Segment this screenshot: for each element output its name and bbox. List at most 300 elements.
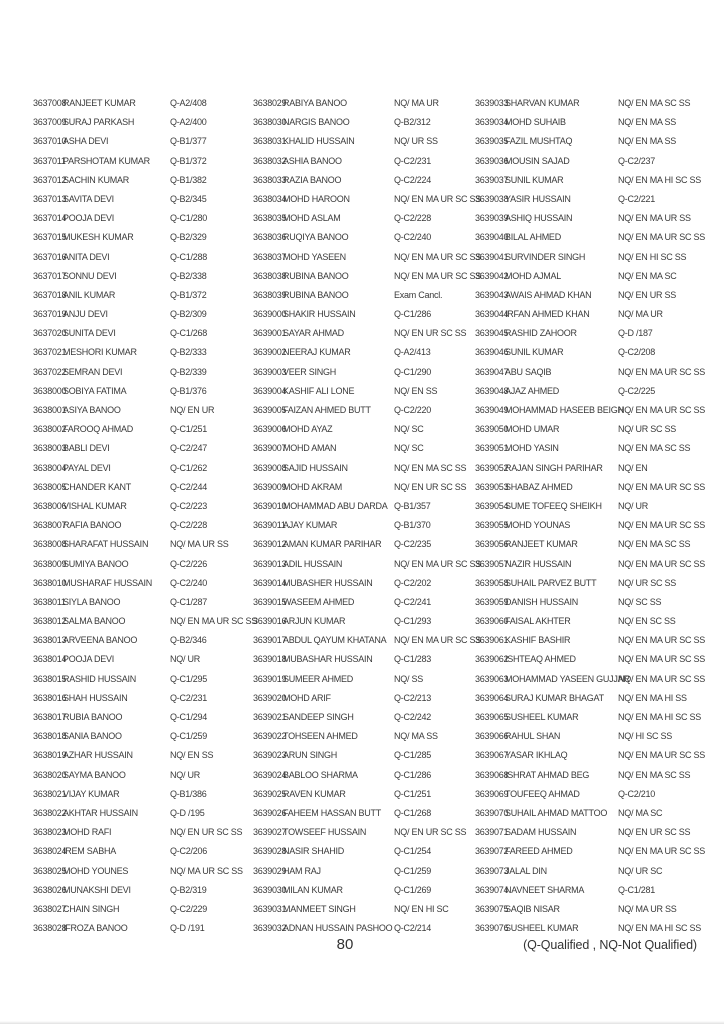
candidate-name: RANJEET KUMAR (63, 98, 136, 108)
roll-number: 3638020 (33, 769, 67, 780)
result-row (33, 192, 241, 211)
qualification-result: NQ/ EN MA UR SC SS (394, 635, 482, 646)
qualification-result: Q-C1/268 (394, 807, 432, 818)
candidate-name: VEER SINGH (283, 366, 337, 377)
result-row (253, 173, 463, 192)
result-row (253, 326, 467, 345)
roll-number: 3637015 (33, 232, 67, 243)
candidate-name: SUME TOFEEQ SHEIKH (505, 500, 602, 511)
candidate-name: RUBIA BANOO (63, 712, 123, 722)
result-row (475, 902, 697, 921)
result-row (33, 288, 241, 307)
candidate-name: ANITA DEVI (63, 251, 110, 262)
roll-number: 3638019 (33, 750, 67, 761)
roll-number: 3639021 (253, 712, 287, 722)
qualification-result: Q-C2/214 (394, 923, 432, 934)
result-row (253, 211, 463, 230)
result-row (253, 537, 463, 556)
qualification-result: Q-B1/372 (170, 289, 207, 300)
result-row (475, 269, 697, 288)
roll-number: 3637020 (33, 328, 67, 339)
roll-number: 3639022 (253, 731, 287, 742)
qualification-result: NQ/ MA UR (618, 309, 663, 320)
qualification-result: NQ/ SC SS (618, 596, 662, 607)
qualification-result: NQ/ EN MA SC SS (618, 98, 691, 108)
candidate-name: MOHD HAROON (283, 193, 350, 204)
roll-number: 3637011 (33, 155, 66, 166)
qualification-result: Q-C2/240 (394, 232, 432, 243)
roll-number: 3638037 (253, 251, 287, 262)
qualification-result: NQ/ UR SC (618, 865, 663, 876)
qualification-result: Q-B2/329 (170, 232, 207, 243)
qualification-result: NQ/ MA UR SS (618, 903, 677, 914)
candidate-name: FAHEEM HASSAN BUTT (283, 807, 382, 818)
result-row (33, 557, 241, 576)
qualification-result: NQ/ EN MA UR SC SS (394, 558, 482, 569)
result-row (475, 883, 697, 902)
roll-number: 3638007 (33, 520, 67, 531)
roll-number: 3637022 (33, 366, 67, 377)
result-row (33, 403, 241, 422)
roll-number: 3638025 (33, 865, 67, 876)
candidate-name: YASIR HUSSAIN (505, 193, 571, 204)
candidate-name: TOUFEEQ AHMAD (505, 788, 580, 799)
result-row (33, 269, 241, 288)
roll-number: 3639076 (475, 923, 509, 934)
qualification-result: Q-C2/247 (170, 443, 208, 454)
result-row (253, 806, 463, 825)
candidate-name: SALMA BANOO (63, 616, 126, 627)
candidate-name: SHARAFAT HUSSAIN (63, 539, 149, 550)
result-row (475, 250, 697, 269)
candidate-name: ASIYA BANOO (63, 405, 121, 415)
result-row (253, 768, 463, 787)
result-row (253, 633, 482, 652)
candidate-name: SUSHEEL KUMAR (505, 923, 579, 934)
candidate-name: ISHTEAQ AHMED (505, 654, 576, 665)
roll-number: 3639002 (253, 347, 287, 358)
result-row (475, 518, 706, 537)
candidate-name: KASHIF ALI LONE (283, 385, 355, 396)
candidate-name: NARGIS BANOO (283, 117, 350, 128)
candidate-name: SUNIL KUMAR (505, 347, 564, 358)
candidate-name: SONNU DEVI (63, 270, 117, 281)
result-row (253, 595, 463, 614)
qualification-result: Q-C1/254 (394, 846, 432, 857)
result-row (253, 499, 463, 518)
candidate-name: ABU SAQIB (505, 366, 552, 377)
roll-number: 3639061 (475, 635, 509, 646)
roll-number: 3639059 (475, 596, 509, 607)
candidate-name: KHALID HUSSAIN (283, 136, 355, 147)
roll-number: 3638038 (253, 270, 287, 281)
candidate-name: HAM RAJ (283, 865, 321, 876)
result-row (253, 748, 463, 767)
candidate-name: ASHIA BANOO (283, 155, 342, 166)
qualification-result: NQ/ EN SS (394, 385, 438, 396)
result-row (253, 192, 482, 211)
qualification-result: NQ/ EN MA UR SC SS (394, 193, 482, 204)
candidate-name: SAVITA DEVI (63, 193, 114, 204)
qualification-result: Q-C2/226 (170, 558, 208, 569)
result-row (253, 345, 463, 364)
roll-number: 3638030 (253, 117, 287, 128)
qualification-result: NQ/ EN HI SC (394, 903, 449, 914)
candidate-name: SOBIYA FATIMA (63, 385, 127, 396)
result-row (33, 576, 241, 595)
qualification-result: Q-B1/377 (170, 136, 207, 147)
qualification-result: Q-C1/290 (394, 366, 432, 377)
result-row (253, 557, 482, 576)
roll-number: 3639053 (475, 481, 509, 492)
roll-number: 3639058 (475, 577, 509, 588)
qualification-result: Q-C1/287 (170, 596, 208, 607)
result-row (475, 595, 697, 614)
qualification-result: NQ/ EN MA UR SC SS (618, 366, 706, 377)
roll-number: 3639074 (475, 884, 509, 895)
roll-number: 3639046 (475, 347, 509, 358)
qualification-result: Q-C1/268 (170, 328, 208, 339)
roll-number: 3638010 (33, 577, 67, 588)
qualification-result: NQ/ EN UR SC SS (394, 328, 467, 339)
roll-number: 3639041 (475, 251, 509, 262)
roll-number: 3639069 (475, 788, 509, 799)
result-row (253, 844, 463, 863)
result-row (475, 384, 697, 403)
result-row (253, 518, 463, 537)
result-row (253, 729, 463, 748)
candidate-name: MOHD AMAN (283, 443, 337, 454)
qualification-result: Q-C2/223 (170, 500, 208, 511)
result-row (33, 96, 241, 115)
qualification-result: Q-D /187 (618, 328, 653, 339)
qualification-result: Q-B2/333 (170, 347, 207, 358)
candidate-name: VISHAL KUMAR (63, 500, 127, 511)
candidate-name: SANDEEP SINGH (283, 712, 354, 722)
roll-number: 3639043 (475, 289, 509, 300)
result-row (475, 134, 697, 153)
candidate-name: RUQIYA BANOO (283, 232, 349, 243)
qualification-result: Q-C2/237 (618, 155, 656, 166)
roll-number: 3639020 (253, 692, 287, 703)
qualification-result: Q-C2/221 (618, 193, 656, 204)
result-row (33, 864, 241, 883)
candidate-name: FAZIL MUSHTAQ (505, 136, 573, 147)
roll-number: 3638001 (33, 405, 67, 415)
qualification-result: Q-C1/286 (394, 309, 432, 320)
qualification-result: NQ/ EN MA UR SC SS (618, 635, 706, 646)
result-row (253, 825, 467, 844)
roll-number: 3638029 (253, 98, 287, 108)
candidate-name: MOUSIN SAJAD (505, 155, 570, 166)
roll-number: 3639018 (253, 654, 287, 665)
candidate-name: FAIZAN AHMED BUTT (283, 405, 371, 415)
result-row (253, 96, 463, 115)
candidate-name: MOHD AKRAM (283, 481, 343, 492)
roll-number: 3638009 (33, 558, 67, 569)
qualification-result: NQ/ EN UR SC SS (394, 827, 467, 838)
roll-number: 3639050 (475, 424, 509, 435)
result-row (253, 441, 463, 460)
candidate-name: MOHD AYAZ (283, 424, 333, 435)
candidate-name: SUHAIL PARVEZ BUTT (505, 577, 597, 588)
candidate-name: CHANDER KANT (63, 481, 132, 492)
candidate-name: MOHAMMAD HASEEB BEIGH (505, 405, 624, 415)
result-row (475, 633, 706, 652)
roll-number: 3638028 (33, 923, 67, 934)
roll-number: 3637008 (33, 98, 67, 108)
roll-number: 3639037 (475, 174, 509, 185)
roll-number: 3639047 (475, 366, 509, 377)
qualification-result: NQ/ EN MA UR SC SS (618, 673, 706, 684)
result-row (33, 230, 241, 249)
result-row (33, 614, 258, 633)
qualification-result: NQ/ SS (394, 673, 424, 684)
result-row (253, 250, 482, 269)
result-row (475, 691, 697, 710)
roll-number: 3637017 (33, 270, 67, 281)
qualification-legend: (Q-Qualified , NQ-Not Qualified) (523, 938, 697, 952)
roll-number: 3639012 (253, 539, 287, 550)
roll-number: 3638011 (33, 596, 66, 607)
candidate-name: ANIL KUMAR (63, 289, 116, 300)
roll-number: 3638015 (33, 673, 67, 684)
qualification-result: Q-B1/370 (394, 520, 431, 531)
roll-number: 3639065 (475, 712, 509, 722)
qualification-result: NQ/ EN MA UR SC SS (618, 654, 706, 665)
candidate-name: MUBASHER HUSSAIN (283, 577, 373, 588)
result-row (253, 480, 467, 499)
qualification-result: Q-A2/413 (394, 347, 431, 358)
result-row (475, 729, 697, 748)
roll-number: 3638005 (33, 481, 67, 492)
candidate-name: MOHD RAFI (63, 827, 112, 838)
roll-number: 3639036 (475, 155, 509, 166)
candidate-name: SADAM HUSSAIN (505, 827, 577, 838)
candidate-name: RASHID ZAHOOR (505, 328, 577, 339)
result-row (33, 345, 241, 364)
roll-number: 3639015 (253, 596, 287, 607)
roll-number: 3639003 (253, 366, 287, 377)
result-row (475, 115, 697, 134)
roll-number: 3638003 (33, 443, 67, 454)
candidate-name: RAHUL SHAN (505, 731, 561, 742)
roll-number: 3637013 (33, 193, 67, 204)
result-row (33, 595, 241, 614)
qualification-result: NQ/ EN UR SS (618, 289, 677, 300)
qualification-result: NQ/ EN MA UR SC SS (618, 846, 706, 857)
candidate-name: ADNAN HUSSAIN PASHOO (283, 923, 393, 934)
qualification-result: NQ/ EN MA UR SC SS (618, 750, 706, 761)
result-row (475, 576, 697, 595)
candidate-name: FAREED AHMED (505, 846, 573, 857)
qualification-result: NQ/ EN UR SC SS (618, 827, 691, 838)
qualification-result: Q-C1/286 (394, 769, 432, 780)
result-row (33, 422, 241, 441)
candidate-name: PAYAL DEVI (63, 462, 111, 473)
qualification-result: Q-C2/220 (394, 405, 432, 415)
qualification-result: NQ/ UR SS (394, 136, 438, 147)
result-row (253, 134, 463, 153)
candidate-name: SHABAZ AHMED (505, 481, 573, 492)
result-row (475, 768, 697, 787)
roll-number: 3638004 (33, 462, 67, 473)
qualification-result: Q-C1/259 (394, 865, 432, 876)
candidate-name: SUHAIL AHMAD MATTOO (505, 807, 608, 818)
qualification-result: Q-C1/293 (394, 616, 432, 627)
roll-number: 3639068 (475, 769, 509, 780)
result-row (253, 154, 463, 173)
candidate-name: SUMEER AHMED (283, 673, 354, 684)
candidate-name: CHAIN SINGH (63, 903, 120, 914)
result-row (475, 825, 697, 844)
roll-number: 3638039 (253, 289, 287, 300)
qualification-result: Q-C2/213 (394, 692, 432, 703)
roll-number: 3638032 (253, 155, 287, 166)
result-row (33, 250, 241, 269)
result-row (253, 269, 482, 288)
result-row (475, 345, 697, 364)
roll-number: 3639023 (253, 750, 287, 761)
result-row (253, 576, 463, 595)
candidate-name: NEERAJ KUMAR (283, 347, 351, 358)
result-row (475, 211, 697, 230)
result-row (33, 326, 241, 345)
roll-number: 3639009 (253, 481, 287, 492)
result-row (253, 403, 463, 422)
qualification-result: NQ/ EN MA UR SC SS (394, 270, 482, 281)
qualification-result: Q-C2/228 (170, 520, 208, 531)
roll-number: 3639039 (475, 213, 509, 224)
result-row (33, 307, 241, 326)
qualification-result: NQ/ EN MA SC SS (618, 769, 691, 780)
result-row (33, 211, 241, 230)
qualification-result: NQ/ EN MA SC SS (618, 443, 691, 454)
qualification-result: NQ/ EN SC SS (618, 616, 676, 627)
result-row (253, 230, 463, 249)
roll-number: 3638031 (253, 136, 287, 147)
qualification-result: Q-A2/408 (170, 98, 207, 108)
roll-number: 3639070 (475, 807, 509, 818)
qualification-result: Q-B1/382 (170, 174, 207, 185)
roll-number: 3639067 (475, 750, 509, 761)
qualification-result: Q-D /191 (170, 923, 205, 934)
qualification-result: Q-B2/339 (170, 366, 207, 377)
candidate-name: ASHA DEVI (63, 136, 109, 147)
candidate-name: BABLOO SHARMA (283, 769, 358, 780)
candidate-name: POOJA DEVI (63, 213, 115, 224)
result-row (253, 461, 467, 480)
candidate-name: RASHID HUSSAIN (63, 673, 137, 684)
result-row (475, 557, 706, 576)
result-row (475, 652, 706, 671)
result-row (475, 748, 706, 767)
result-row (475, 230, 706, 249)
result-row (475, 173, 702, 192)
roll-number: 3639060 (475, 616, 509, 627)
qualification-result: NQ/ EN SS (170, 750, 214, 761)
qualification-result: NQ/ EN MA SC SS (618, 539, 691, 550)
result-row (253, 691, 463, 710)
candidate-name: SURVINDER SINGH (505, 251, 586, 262)
candidate-name: RUBINA BANOO (283, 270, 349, 281)
result-row (33, 710, 241, 729)
result-row (253, 422, 463, 441)
candidate-name: SANIA BANOO (63, 731, 122, 742)
result-row (253, 115, 463, 134)
qualification-result: Q-A2/400 (170, 117, 207, 128)
qualification-result: Q-C1/294 (170, 712, 208, 722)
candidate-name: SUNIL KUMAR (505, 174, 564, 185)
result-row (475, 806, 697, 825)
roll-number: 3639000 (253, 309, 287, 320)
roll-number: 3639019 (253, 673, 287, 684)
roll-number: 3639031 (253, 903, 287, 914)
candidate-name: MOHAMMAD ABU DARDA (283, 500, 388, 511)
candidate-name: RUBINA BANOO (283, 289, 349, 300)
roll-number: 3638027 (33, 903, 67, 914)
result-row (475, 96, 697, 115)
roll-number: 3638012 (33, 616, 67, 627)
qualification-result: Q-C2/244 (170, 481, 208, 492)
candidate-name: AJAY KUMAR (283, 520, 338, 531)
result-row (33, 806, 241, 825)
roll-number: 3639024 (253, 769, 287, 780)
qualification-result: NQ/ EN HI SC SS (618, 251, 687, 262)
candidate-name: JALAL DIN (505, 865, 547, 876)
result-row (33, 768, 241, 787)
roll-number: 3639038 (475, 193, 509, 204)
candidate-name: ISHRAT AHMAD BEG (505, 769, 590, 780)
result-row (253, 614, 463, 633)
roll-number: 3639005 (253, 405, 287, 415)
page-number: 80 (336, 936, 354, 953)
result-row (33, 883, 241, 902)
roll-number: 3639040 (475, 232, 509, 243)
qualification-result: Q-D /195 (170, 807, 205, 818)
candidate-name: RAFIA BANOO (63, 520, 122, 531)
result-row (33, 480, 241, 499)
roll-number: 3639029 (253, 865, 287, 876)
candidate-name: MOHD AJMAL (505, 270, 562, 281)
result-row (33, 499, 241, 518)
results-column-2 (253, 96, 482, 940)
candidate-name: WASEEM AHMED (283, 596, 355, 607)
candidate-name: SHAKIR HUSSAIN (283, 309, 356, 320)
result-row (33, 844, 241, 863)
qualification-result: NQ/ EN MA UR SC SS (618, 558, 706, 569)
qualification-result: Q-B1/386 (170, 788, 207, 799)
qualification-result: NQ/ EN MA SS (618, 136, 677, 147)
candidate-name: FAISAL AKHTER (505, 616, 571, 627)
candidate-name: MOHD YOUNAS (505, 520, 571, 531)
roll-number: 3637018 (33, 289, 67, 300)
candidate-name: MUSHARAF HUSSAIN (63, 577, 153, 588)
candidate-name: AJAZ AHMED (505, 385, 560, 396)
roll-number: 3638017 (33, 712, 67, 722)
qualification-result: Q-C1/281 (618, 884, 656, 895)
candidate-name: MUKESH KUMAR (63, 232, 134, 243)
candidate-name: ARJUN KUMAR (283, 616, 346, 627)
qualification-result: NQ/ EN UR SC SS (394, 481, 467, 492)
result-row (253, 710, 463, 729)
result-row (33, 518, 241, 537)
candidate-name: MOHD SUHAIB (505, 117, 566, 128)
candidate-name: MANMEET SINGH (283, 903, 356, 914)
qualification-result: NQ/ MA UR (394, 98, 439, 108)
roll-number: 3639066 (475, 731, 509, 742)
roll-number: 3639010 (253, 500, 287, 511)
